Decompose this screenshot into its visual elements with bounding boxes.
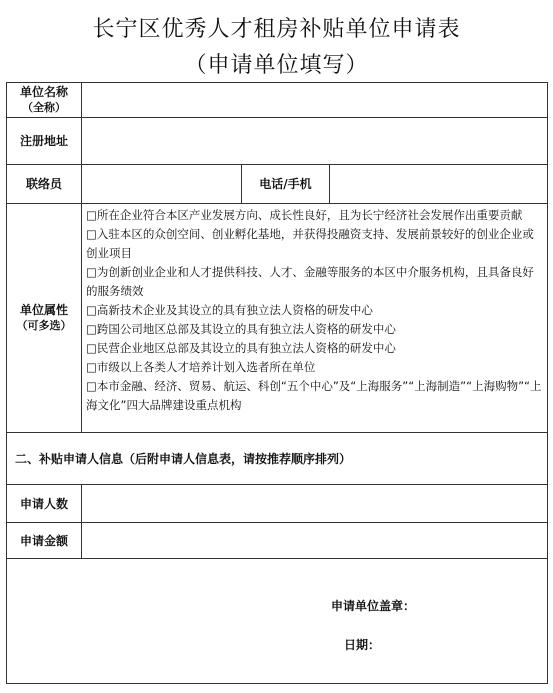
applicant-amount-field[interactable] <box>82 523 548 559</box>
attribute-option[interactable]: □入驻本区的众创空间、创业孵化基地，并获得投融资支持、发展前景较好的创业企业或创业项目 <box>86 227 534 260</box>
address-label: 注册地址 <box>7 118 82 165</box>
signature-area <box>7 559 548 684</box>
row-applicant-count <box>7 485 548 523</box>
address-field[interactable] <box>82 118 548 165</box>
section-2-heading: 二、补贴申请人信息（后附申请人信息表，请按推荐顺序排列） <box>7 433 548 485</box>
attribute-option[interactable]: □为创新创业企业和人才提供科技、人才、金融等服务的本区中介服务机构，且具备良好的服务绩效 <box>86 265 534 298</box>
attributes-options <box>82 204 548 433</box>
attribute-option[interactable]: □所在企业符合本区产业发展方向、成长性良好，且为长宁经济社会发展作出重要贡献 <box>86 208 523 222</box>
contact-field[interactable] <box>82 165 242 204</box>
phone-label: 电话/手机 <box>242 165 330 204</box>
application-form-table <box>6 82 548 684</box>
row-attributes <box>7 204 548 433</box>
attribute-option[interactable]: □高新技术企业及其设立的具有独立法人资格的研发中心 <box>86 303 373 317</box>
applicant-amount-label: 申请金额 <box>7 523 82 559</box>
date-label: 日期： <box>344 638 381 652</box>
attribute-option[interactable]: □市级以上各类人才培养计划入选者所在单位 <box>86 360 316 374</box>
phone-field[interactable] <box>330 165 548 204</box>
attribute-option[interactable]: □民营企业地区总部及其设立的具有独立法人资格的研发中心 <box>86 341 396 355</box>
row-contact <box>7 165 548 204</box>
form-title: 长宁区优秀人才租房补贴单位申请表 <box>92 17 461 42</box>
row-address <box>7 118 548 165</box>
seal-label: 申请单位盖章： <box>331 599 416 613</box>
row-unit-name <box>7 83 548 118</box>
unit-name-label: 单位名称 （全称） <box>7 83 82 118</box>
form-subtitle: （申请单位填写） <box>184 53 369 78</box>
attributes-label: 单位属性 （可多选） <box>7 204 82 433</box>
row-applicant-amount <box>7 523 548 559</box>
contact-label: 联络员 <box>7 165 82 204</box>
applicant-count-field[interactable] <box>82 485 548 523</box>
attribute-option[interactable]: □本市金融、经济、贸易、航运、科创“五个中心”及“上海服务”“上海制造”“上海购物”“上海文化”四大品牌建设重点机构 <box>86 379 542 412</box>
applicant-count-label: 申请人数 <box>7 485 82 523</box>
unit-name-field[interactable] <box>82 83 548 118</box>
attribute-option[interactable]: □跨国公司地区总部及其设立的具有独立法人资格的研发中心 <box>86 322 396 336</box>
row-section-2 <box>7 433 548 485</box>
row-signature <box>7 559 548 684</box>
